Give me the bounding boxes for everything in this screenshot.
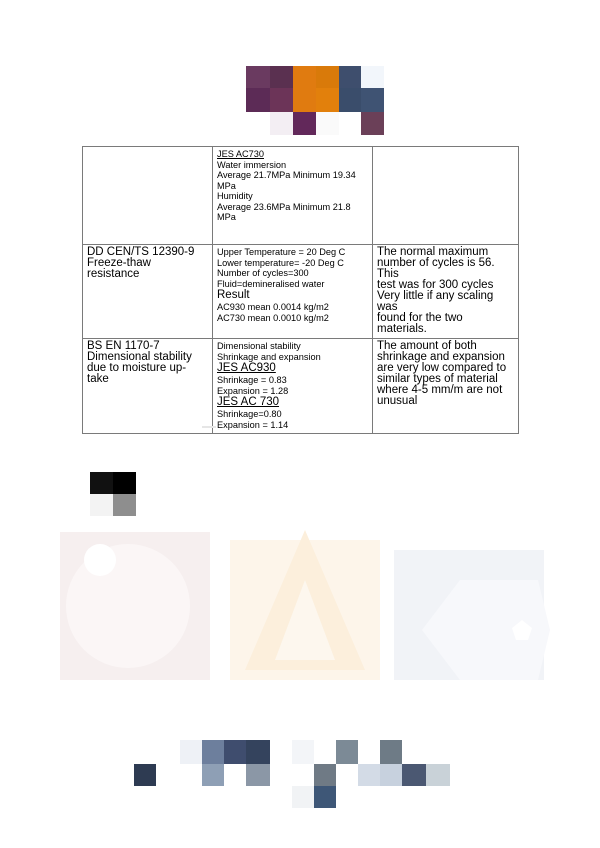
details-line: Water immersion bbox=[217, 159, 287, 170]
company-logo bbox=[246, 66, 384, 136]
test-method-line: due to moisture up- bbox=[87, 362, 187, 374]
details-line: Lower temperature= -20 Deg C bbox=[217, 257, 344, 268]
details-line: Expansion = 1.28 bbox=[217, 385, 289, 396]
watermark-graphic bbox=[60, 520, 550, 690]
details-heading: JES AC930 bbox=[217, 362, 276, 374]
comment-line: The normal maximum bbox=[377, 246, 489, 258]
test-method-line: Dimensional stability bbox=[87, 351, 192, 363]
details-line: AC730 mean 0.0010 kg/m2 bbox=[217, 312, 329, 323]
test-method-cell bbox=[83, 245, 213, 339]
details-heading: JES AC 730 bbox=[217, 396, 280, 408]
test-method-line: DD CEN/TS 12390-9 bbox=[87, 246, 195, 258]
details-line: Average 23.6MPa Minimum 21.8 MPa bbox=[217, 201, 351, 222]
details-line: Shrinkage = 0.83 bbox=[217, 375, 287, 385]
comment-cell bbox=[373, 147, 519, 245]
comment-cell bbox=[373, 339, 519, 434]
test-method-line: resistance bbox=[87, 268, 140, 280]
test-details-cell bbox=[213, 147, 373, 245]
details-line: Humidity bbox=[217, 191, 253, 201]
table-row bbox=[83, 147, 519, 245]
comment-line: shrinkage and expansion bbox=[377, 351, 505, 363]
details-line: Shrinkage and expansion bbox=[217, 351, 321, 362]
comment-line: Very little if any scaling was bbox=[377, 290, 494, 313]
test-method-line: take bbox=[87, 373, 109, 385]
details-line: Dimensional stability bbox=[217, 341, 301, 351]
comment-line: number of cycles is 56. This bbox=[377, 257, 495, 280]
details-line: Average 21.7MPa Minimum 19.34 MPa bbox=[217, 170, 356, 191]
comment-line: where 4-5 mm/m are not bbox=[377, 384, 503, 396]
test-details-cell bbox=[213, 245, 373, 339]
comment-line: unusual bbox=[377, 395, 418, 407]
comment-line: The amount of both bbox=[377, 340, 477, 352]
footer-logos bbox=[134, 740, 454, 810]
test-method-cell bbox=[83, 339, 213, 434]
comment-line: similar types of material bbox=[377, 373, 498, 385]
details-line: JES AC730 bbox=[217, 149, 264, 159]
comment-line: are very low compared to bbox=[377, 362, 507, 374]
table-row bbox=[83, 245, 519, 339]
comment-line: test was for 300 cycles bbox=[377, 279, 494, 291]
details-line: Shrinkage=0.80 bbox=[217, 409, 282, 419]
comment-cell bbox=[373, 245, 519, 339]
test-method-cell bbox=[83, 147, 213, 245]
divider-mark bbox=[202, 426, 216, 428]
comment-line: found for the two materials. bbox=[377, 312, 463, 335]
details-line: Fluid=demineralised water bbox=[217, 278, 325, 289]
test-method-line: Freeze-thaw bbox=[87, 257, 151, 269]
test-details-cell bbox=[213, 339, 373, 434]
details-line: Expansion = 1.14 bbox=[217, 419, 289, 430]
test-method-line: BS EN 1170-7 bbox=[87, 340, 160, 352]
details-line: Number of cycles=300 bbox=[217, 268, 309, 278]
test-results-table bbox=[82, 146, 519, 434]
details-line: AC930 mean 0.0014 kg/m2 bbox=[217, 302, 329, 312]
table-row bbox=[83, 339, 519, 434]
details-line: Upper Temperature = 20 Deg C bbox=[217, 247, 346, 257]
pixelated-icon bbox=[90, 472, 136, 518]
details-heading: Result bbox=[217, 289, 250, 301]
